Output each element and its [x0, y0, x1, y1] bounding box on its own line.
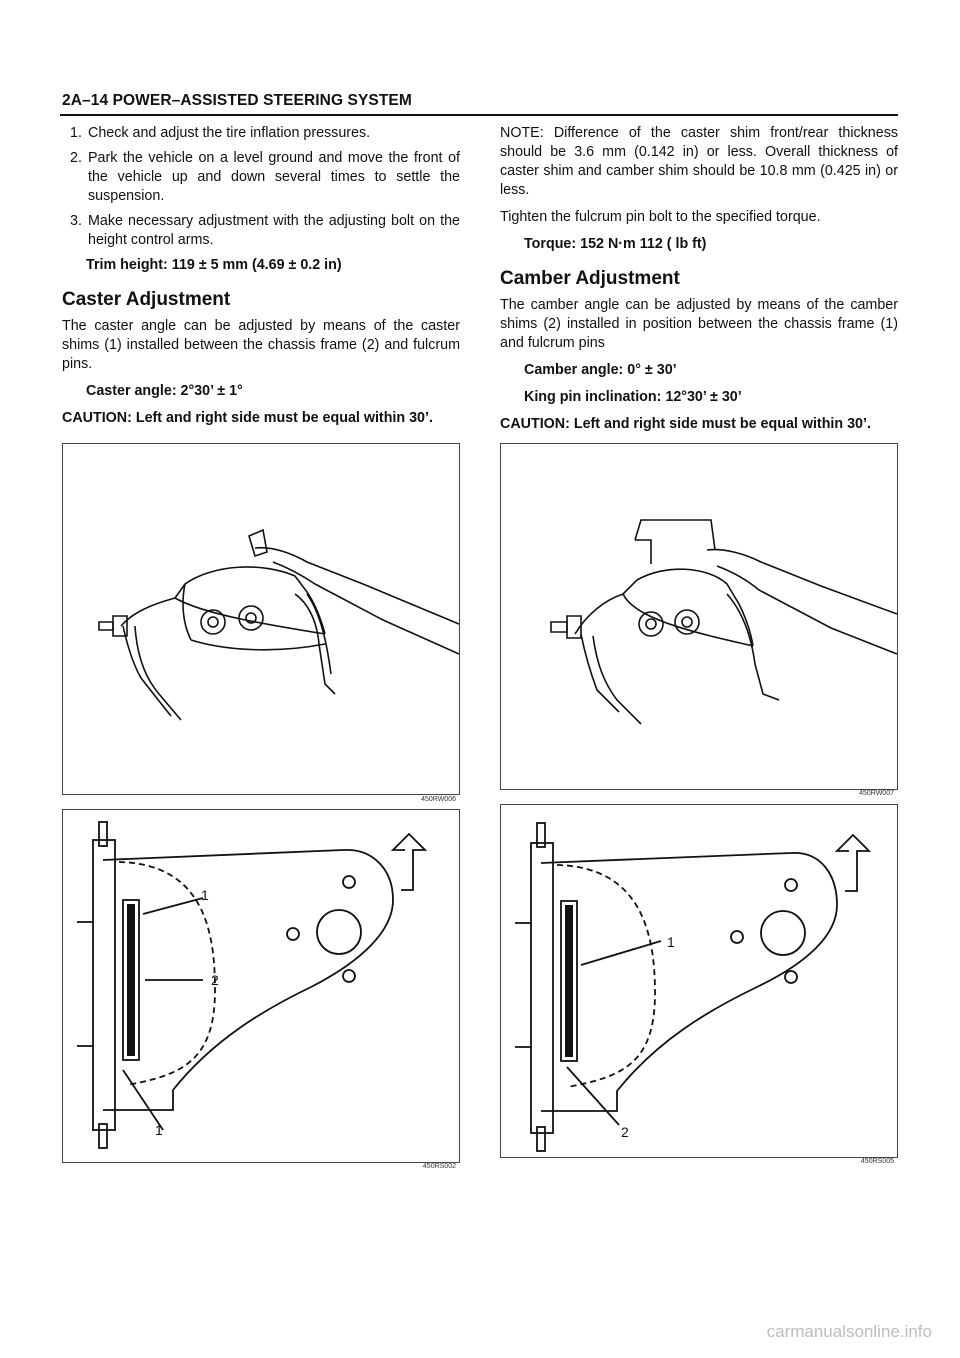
camber-heading: Camber Adjustment	[500, 268, 680, 289]
camber-hand-illustration	[501, 444, 897, 789]
figure-caster-shim-code: 450RS002	[422, 1163, 456, 1170]
caster-shim-label-1-top: 1	[201, 887, 209, 903]
caster-heading: Caster Adjustment	[62, 289, 231, 310]
camber-caution: CAUTION: Left and right side must be equal within 30’.	[500, 416, 871, 432]
page-header: 2A–14 POWER–ASSISTED STEERING SYSTEM	[62, 92, 412, 109]
figure-camber-shim-code: 450RS005	[860, 1158, 894, 1165]
watermark: carmanualsonline.info	[766, 1322, 932, 1341]
step-1: 1. Check and adjust the tire inflation pressures.	[70, 125, 371, 141]
camber-shim-label-1: 1	[667, 934, 675, 950]
left-column	[62, 124, 460, 436]
header-rule	[60, 114, 898, 116]
step-2: 2. Park the vehicle on a level ground and move the front of the vehicle up and down several times to settle the suspension.	[70, 150, 460, 204]
figure-caster-shim-diagram	[62, 809, 460, 1163]
tighten-text: Tighten the fulcrum pin bolt to the specified torque.	[500, 209, 821, 225]
camber-shim-illustration	[501, 805, 897, 1157]
caster-angle-spec: Caster angle: 2°30’ ± 1°	[86, 383, 243, 399]
shim-note: NOTE: Difference of the caster shim front/rear thickness should be 3.6 mm (0.142 in) or less. Overall thickness of caster shim and camber shim should be 10.8 mm (0.425 in) or less.	[500, 125, 898, 198]
figure-camber-shim-diagram	[500, 804, 898, 1158]
figure-caster-hand	[62, 443, 460, 795]
caster-hand-illustration	[63, 444, 459, 794]
king-pin-spec: King pin inclination: 12°30’ ± 30’	[524, 389, 742, 405]
step-3: 3. Make necessary adjustment with the adjusting bolt on the height control arms.	[70, 213, 460, 248]
right-column	[500, 124, 898, 442]
caster-shim-label-1-bottom: 1	[155, 1122, 163, 1138]
figure-caster-hand-code: 450RW006	[421, 796, 456, 803]
camber-text: The camber angle can be adjusted by means of the camber shims (2) installed in position between the chassis frame (1) and fulcrum pins	[500, 297, 898, 351]
caster-shim-illustration	[63, 810, 459, 1162]
caster-text: The caster angle can be adjusted by means of the caster shims (1) installed between the chassis frame (2) and fulcrum pins.	[62, 318, 460, 372]
figure-camber-hand	[500, 443, 898, 790]
trim-height-spec: Trim height: 119 ± 5 mm (4.69 ± 0.2 in)	[86, 257, 342, 273]
camber-angle-spec: Camber angle: 0° ± 30’	[524, 362, 677, 378]
caster-shim-label-2: 2	[211, 972, 219, 988]
figure-camber-hand-code: 450RW007	[859, 790, 894, 797]
caster-caution: CAUTION: Left and right side must be equal within 30’.	[62, 410, 433, 426]
camber-shim-label-2: 2	[621, 1124, 629, 1140]
torque-spec: Torque: 152 N·m 112 ( lb ft)	[524, 236, 707, 252]
